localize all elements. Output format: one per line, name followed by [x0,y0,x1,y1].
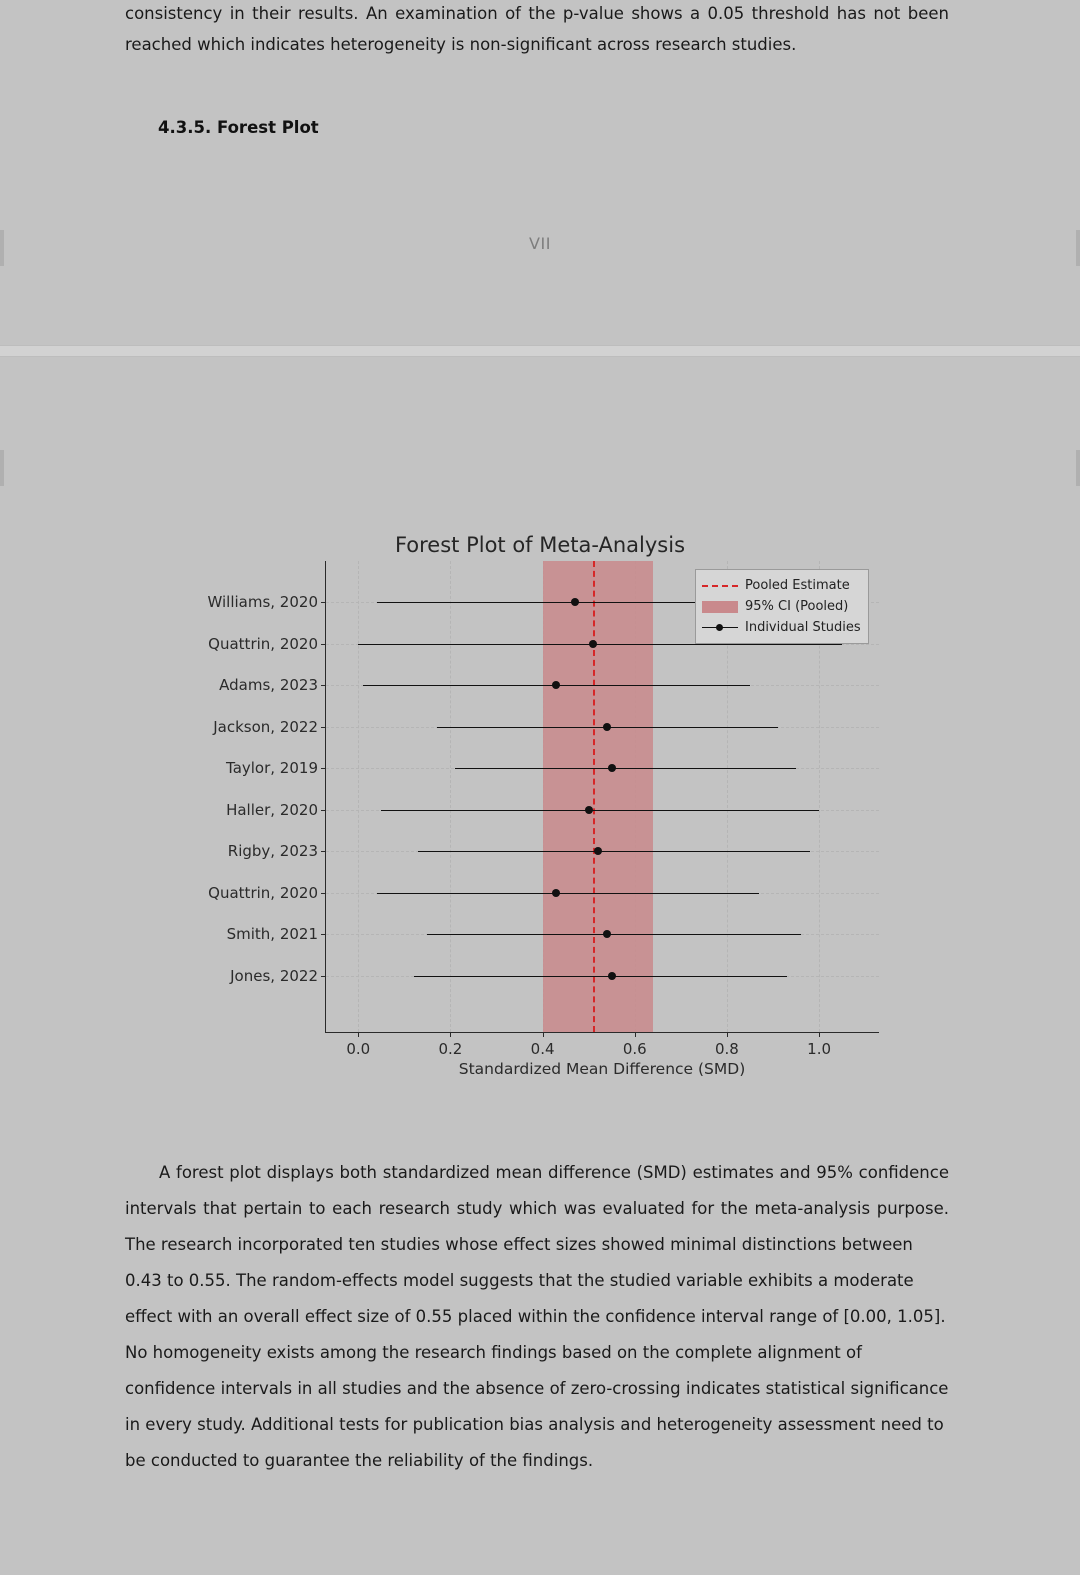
chart-legend [695,569,869,644]
y-axis-tick-label: Haller, 2020 [226,800,318,819]
gridline-vertical [358,561,360,1032]
y-axis-tick-label: Williams, 2020 [207,593,318,612]
study-point-marker [585,806,593,814]
y-axis-tick [321,976,326,977]
y-axis-tick-label: Quattrin, 2020 [208,883,318,902]
y-axis-tick [321,727,326,728]
forest-plot-figure [0,500,1080,1100]
caption-line-2: 0.43 to 0.55. The random-effects model suggests that the studied variable exhibits a moderate effect with an overall effect size of 0.55 placed within the confidence interval range of [0.00, 1.05]. No homogeneity exists among the research findings based on the complete alignment of confidence intervals in all studies and the absence of zero-crossing indicates statistical significance in every study. Additional tests for publication bias analysis and heterogeneity assessment need to be conducted to guarantee the reliability of the findings. [125,1271,949,1470]
legend-key-icon [702,579,738,593]
x-axis-title: Standardized Mean Difference (SMD) [458,1060,746,1078]
y-axis-tick-label: Jones, 2022 [230,966,318,985]
gridline-vertical [450,561,452,1032]
legend-key-icon [702,601,738,613]
section-heading: 4.3.5. Forest Plot [158,118,319,137]
study-ci-line [377,602,727,603]
page-edge-mark-left-bottom [0,450,4,486]
y-axis-tick-label: Adams, 2023 [219,676,318,695]
y-axis-tick [321,851,326,852]
page-marker: VII [529,234,551,253]
y-axis-tick-label: Jackson, 2022 [213,717,318,736]
legend-item-label: Individual Studies [745,620,861,635]
y-axis-tick [321,810,326,811]
pooled-estimate-line [593,561,595,1032]
x-axis-tick-label: 0.4 [530,1040,555,1058]
study-ci-line [381,810,819,811]
y-axis-tick [321,685,326,686]
x-axis-tick-label: 0.0 [346,1040,371,1058]
y-axis-tick-label: Smith, 2021 [226,925,318,944]
page-break-divider [0,345,1080,357]
chart-title: Forest Plot of Meta-Analysis [394,533,686,557]
x-axis-tick-label: 0.6 [622,1040,647,1058]
study-point-marker [608,972,616,980]
y-axis-tick-label: Quattrin, 2020 [208,634,318,653]
y-axis-tick-label: Rigby, 2023 [227,842,318,861]
legend-item-label: Pooled Estimate [745,578,850,593]
x-axis-tick [727,1032,728,1037]
study-ci-line [377,893,759,894]
x-axis-tick [450,1032,451,1037]
x-axis-tick-label: 0.8 [714,1040,739,1058]
study-ci-line [427,934,800,935]
legend-key-icon [702,621,738,635]
study-ci-line [414,976,787,977]
y-axis-tick [321,768,326,769]
x-axis-tick [543,1032,544,1037]
legend-item [702,596,862,617]
caption-paragraph [125,1155,949,1479]
x-axis-tick [819,1032,820,1037]
study-ci-line [358,644,842,645]
x-axis-tick-label: 1.0 [807,1040,832,1058]
y-axis-tick [321,893,326,894]
study-ci-line [418,851,810,852]
legend-item [702,575,862,596]
legend-item-label: 95% CI (Pooled) [745,599,849,614]
y-axis-tick [321,644,326,645]
x-axis-tick [635,1032,636,1037]
top-paragraph: consistency in their results. An examination of the p-value shows a 0.05 threshold has not been reached which indicates heterogeneity is non-significant across research studies. [125,4,949,54]
y-axis-tick [321,934,326,935]
y-axis-tick-label: Taylor, 2019 [226,759,318,778]
x-axis-tick [358,1032,359,1037]
y-axis-tick [321,602,326,603]
legend-item [702,617,862,638]
page-edge-mark-right-bottom [1076,450,1080,486]
study-ci-line [455,768,796,769]
caption-line-1: A forest plot displays both standardized mean difference (SMD) estimates and 95% confidence intervals that pertain to each research study which was evaluated for the meta-analysis purpose. The research incorporated ten studies whose effect sizes showed minimal distinctions between [125,1163,949,1254]
pooled-ci-band [543,561,654,1032]
x-axis-tick-label: 0.2 [438,1040,463,1058]
